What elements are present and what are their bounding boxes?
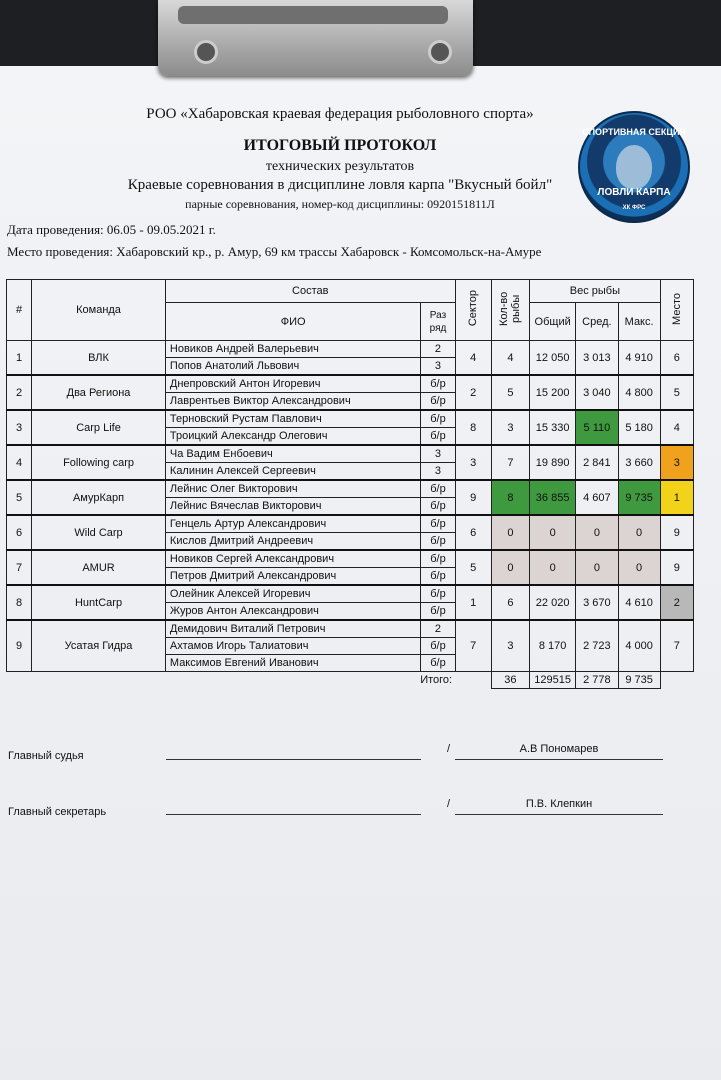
team-total: 19 890 [530,445,576,480]
team-number: 7 [7,550,32,585]
judge-name: А.В Пономарев [519,743,599,755]
totals-kol: 36 [491,672,529,689]
hdr-kol [491,280,529,341]
member-fio: Генцель Артур Александрович [165,515,420,533]
team-kol: 0 [491,550,529,585]
team-total: 8 170 [530,620,576,672]
hdr-avg: Сред. [576,303,618,341]
member-rank: б/р [421,515,455,533]
team-number: 9 [7,620,32,672]
member-rank: б/р [421,480,455,498]
hdr-team: Команда [32,280,166,341]
member-fio: Новиков Сергей Александрович [165,550,420,568]
member-rank: б/р [421,410,455,428]
team-name: HuntCarp [32,585,166,620]
hdr-mesto-text: Место [670,292,683,325]
member-fio: Кислов Дмитрий Андреевич [165,533,420,551]
team-avg: 3 670 [576,585,618,620]
team-avg: 0 [576,515,618,550]
member-fio: Новиков Андрей Валерьевич [165,341,420,358]
team-kol: 8 [491,480,529,515]
clip-rivet-left [194,40,218,64]
team-total: 36 855 [530,480,576,515]
member-fio: Лаврентьев Виктор Александрович [165,393,420,411]
logo-small-text: ХК ФРС [622,205,646,211]
team-avg: 2 841 [576,445,618,480]
member-rank: 3 [421,358,455,376]
team-avg: 3 040 [576,375,618,410]
secretary-label: Главный секретарь [8,806,107,818]
clip-rivet-right [428,40,452,64]
hdr-mesto [660,280,693,341]
hdr-fio: ФИО [165,303,420,341]
team-number: 2 [7,375,32,410]
team-max: 4 000 [618,620,660,672]
member-rank: б/р [421,568,455,586]
org-name: РОО «Хабаровская краевая федерация рыболовного спорта» [146,106,534,122]
totals-end [660,672,693,689]
team-sector: 5 [455,550,491,585]
team-total: 22 020 [530,585,576,620]
member-rank: 3 [421,463,455,481]
team-total: 0 [530,550,576,585]
team-total: 15 200 [530,375,576,410]
hdr-num: # [7,280,32,341]
member-fio: Петров Дмитрий Александрович [165,568,420,586]
member-fio: Попов Анатолий Львович [165,358,420,376]
totals-total: 129515 [530,672,576,689]
team-kol: 3 [491,620,529,672]
judge-name-line [455,759,663,760]
results-body [7,341,694,672]
team-name: ВЛК [32,341,166,376]
team-total: 12 050 [530,341,576,376]
team-place: 7 [660,620,693,672]
team-avg: 4 607 [576,480,618,515]
table-row [7,515,694,533]
hdr-max: Макс. [618,303,660,341]
member-rank: б/р [421,585,455,603]
logo-top-text: СПОРТИВНАЯ СЕКЦИЯ [582,127,686,137]
team-name: АмурКарп [32,480,166,515]
place-line: Место проведения: Хабаровский кр., р. Амур, 69 км трассы Хабаровск - Комсомольск-на-Амуре [7,244,542,259]
member-fio: Калинин Алексей Сергеевич [165,463,420,481]
judge-slash: / [447,743,451,755]
judge-sign-line [166,759,421,760]
hdr-razr: Раз ряд [421,303,455,341]
member-fio: Днепровский Антон Игоревич [165,375,420,393]
member-rank: б/р [421,533,455,551]
table-row [7,585,694,603]
team-max: 5 180 [618,410,660,445]
team-place: 9 [660,550,693,585]
member-fio: Ахтамов Игорь Талиатович [165,638,420,655]
team-kol: 5 [491,375,529,410]
member-fio: Троицкий Александр Олегович [165,428,420,446]
clip-inner [178,6,448,24]
team-number: 3 [7,410,32,445]
team-sector: 1 [455,585,491,620]
team-name: Wild Carp [32,515,166,550]
team-name: Following carp [32,445,166,480]
team-sector: 3 [455,445,491,480]
member-rank: б/р [421,498,455,516]
team-avg: 3 013 [576,341,618,376]
member-fio: Демидович Виталий Петрович [165,620,420,638]
team-place: 2 [660,585,693,620]
logo-bottom-text: ЛОВЛИ КАРПА [597,187,671,198]
totals-max: 9 735 [618,672,660,689]
doc-title: ИТОГОВЫЙ ПРОТОКОЛ [243,137,437,154]
team-number: 6 [7,515,32,550]
team-max: 4 910 [618,341,660,376]
table-row [7,620,694,638]
member-rank: б/р [421,428,455,446]
totals-blank [455,672,491,689]
member-fio: Олейник Алексей Игоревич [165,585,420,603]
team-number: 1 [7,341,32,376]
member-rank: б/р [421,638,455,655]
team-sector: 7 [455,620,491,672]
results-table [6,279,694,689]
team-kol: 7 [491,445,529,480]
member-fio: Терновский Рустам Павлович [165,410,420,428]
member-rank: 2 [421,341,455,358]
team-name: Усатая Гидра [32,620,166,672]
clipboard-clip [158,0,473,76]
member-rank: б/р [421,393,455,411]
totals-label: Итого: [420,674,453,687]
totals-avg: 2 778 [576,672,618,689]
member-rank: б/р [421,655,455,672]
member-fio: Лейнис Вячеслав Викторович [165,498,420,516]
member-rank: 3 [421,445,455,463]
team-total: 15 330 [530,410,576,445]
team-kol: 6 [491,585,529,620]
judge-label: Главный судья [8,750,84,762]
team-place: 3 [660,445,693,480]
doc-subtitle: технических результатов [265,159,415,174]
team-place: 6 [660,341,693,376]
fish-icon [616,145,652,189]
event-name: Краевые соревнования в дисциплине ловля карпа "Вкусный бойл" [127,177,553,193]
table-row [7,410,694,428]
team-avg: 5 110 [576,410,618,445]
team-number: 5 [7,480,32,515]
hdr-kol-text: Кол-во рыбы [498,291,523,326]
discipline-code: парные соревнования, номер-код дисциплины: 0920151811Л [185,197,495,211]
team-place: 9 [660,515,693,550]
member-fio: Лейнис Олег Викторович [165,480,420,498]
team-max: 4 800 [618,375,660,410]
team-place: 5 [660,375,693,410]
secretary-sign-line [166,814,421,815]
table-row [7,375,694,393]
table-row [7,341,694,358]
hdr-total: Общий [530,303,576,341]
member-rank: б/р [421,603,455,621]
hdr-ves: Вес рыбы [530,280,661,303]
team-sector: 9 [455,480,491,515]
team-kol: 0 [491,515,529,550]
member-fio: Ча Вадим Енбоевич [165,445,420,463]
member-rank: 2 [421,620,455,638]
team-name: AMUR [32,550,166,585]
team-max: 0 [618,515,660,550]
hdr-sector [455,280,491,341]
member-fio: Максимов Евгений Иванович [165,655,420,672]
team-sector: 2 [455,375,491,410]
member-fio: Журов Антон Александрович [165,603,420,621]
hdr-sector-text: Сектор [467,290,480,327]
team-place: 4 [660,410,693,445]
secretary-name: П.В. Клепкин [525,798,593,810]
member-rank: б/р [421,550,455,568]
team-number: 8 [7,585,32,620]
team-avg: 0 [576,550,618,585]
team-max: 4 610 [618,585,660,620]
team-max: 3 660 [618,445,660,480]
date-line: Дата проведения: 06.05 - 09.05.2021 г. [7,222,216,237]
table-row [7,550,694,568]
table-row [7,480,694,498]
member-rank: б/р [421,375,455,393]
table-row [7,445,694,463]
team-kol: 4 [491,341,529,376]
team-sector: 4 [455,341,491,376]
team-number: 4 [7,445,32,480]
team-max: 0 [618,550,660,585]
team-sector: 8 [455,410,491,445]
secretary-slash: / [447,798,451,810]
team-sector: 6 [455,515,491,550]
team-avg: 2 723 [576,620,618,672]
club-logo [578,111,690,223]
team-name: Carp Life [32,410,166,445]
secretary-name-line [455,814,663,815]
hdr-sostav: Состав [165,280,455,303]
team-total: 0 [530,515,576,550]
team-name: Два Региона [32,375,166,410]
team-kol: 3 [491,410,529,445]
team-max: 9 735 [618,480,660,515]
team-place: 1 [660,480,693,515]
